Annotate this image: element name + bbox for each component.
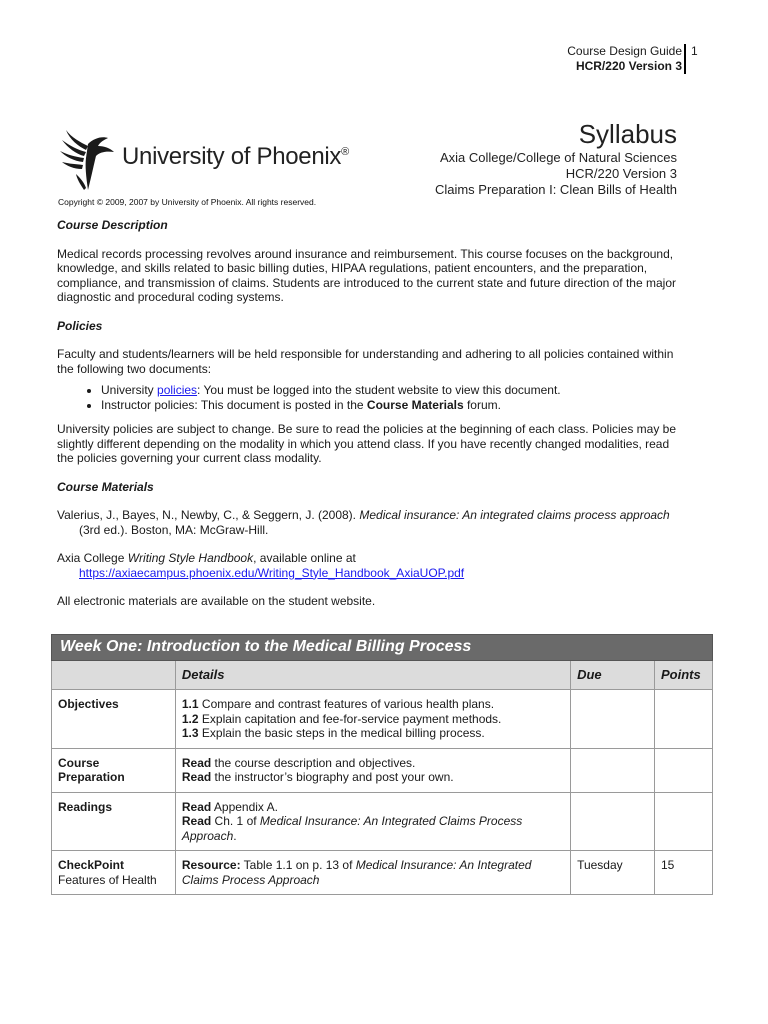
syllabus-body bbox=[57, 218, 687, 623]
week-title: Week One: Introduction to the Medical Billing Process bbox=[52, 635, 713, 661]
policies-link[interactable]: policies bbox=[157, 383, 198, 397]
list-item: • Instructor policies: This document is posted in the Course Materials forum. bbox=[101, 398, 687, 413]
course-name: Claims Preparation I: Clean Bills of Health bbox=[434, 182, 677, 197]
readings-label: Readings bbox=[52, 792, 176, 851]
phoenix-bird-icon bbox=[58, 124, 118, 194]
course-description-text: Medical records processing revolves around insurance and reimbursement. This course focuses on the background, knowledge, and skills related to basic billing duties, HIPAA regulations, patient encounters, and the preparation, compliance, and transmission of claims. Students are introduced to the current state and future direction of the major diagnostic and procedural coding systems. bbox=[57, 246, 676, 304]
page-number: 1 bbox=[691, 44, 698, 58]
details-column-header: Details bbox=[175, 660, 570, 690]
course-preparation-label: Course Preparation bbox=[52, 748, 176, 792]
course-preparation-due bbox=[571, 748, 655, 792]
course-preparation-points bbox=[654, 748, 712, 792]
checkpoint-label: CheckPoint Features of Health bbox=[52, 851, 176, 895]
header-divider bbox=[684, 44, 686, 74]
course-description-heading: Course Description bbox=[57, 218, 168, 232]
title-block bbox=[435, 118, 677, 198]
handbook-link[interactable]: https://axiaecampus.phoenix.edu/Writing_Style_Handbook_AxiaUOP.pdf bbox=[79, 565, 465, 580]
course-version-label: HCR/220 Version 3 bbox=[575, 59, 682, 73]
college-name: Axia College/College of Natural Sciences bbox=[439, 150, 677, 165]
course-version: HCR/220 Version 3 bbox=[565, 166, 677, 181]
textbook-reference: Valerius, J., Bayes, N., Newby, C., & Seggern, J. (2008). Medical insurance: An integrated claims process approach (3rd ed.). Boston, MA: McGraw-Hill. bbox=[57, 508, 670, 537]
table-row bbox=[52, 690, 713, 749]
university-name: University of Phoenix® bbox=[122, 143, 349, 170]
policies-note: University policies are subject to change. Be sure to read the policies at the beginning of each class. Policies may be slightly different depending on the modality in which you attend class. If you have recently changed modalities, read the policies governing your current class modality. bbox=[57, 422, 677, 465]
due-column-header: Due bbox=[571, 660, 655, 690]
empty-header-cell bbox=[52, 660, 176, 690]
objectives-due bbox=[571, 690, 655, 749]
copyright-notice: Copyright © 2009, 2007 by University of Phoenix. All rights reserved. bbox=[58, 197, 317, 207]
list-item: • University policies: You must be logged into the student website to view this document. bbox=[101, 383, 687, 398]
readings-details: Read Appendix A. Read Ch. 1 of Medical Insurance: An Integrated Claims Process Approach. bbox=[175, 792, 570, 851]
running-header bbox=[567, 44, 682, 74]
table-row bbox=[52, 851, 713, 895]
table-row bbox=[52, 748, 713, 792]
points-column-header: Points bbox=[654, 660, 712, 690]
university-logo bbox=[58, 124, 368, 194]
table-header-row bbox=[52, 660, 713, 690]
guide-label: Course Design Guide bbox=[567, 44, 682, 58]
checkpoint-details: Resource: Table 1.1 on p. 13 of Medical Insurance: An Integrated Claims Process Approach bbox=[175, 851, 570, 895]
course-materials-heading: Course Materials bbox=[57, 479, 154, 494]
checkpoint-points: 15 bbox=[654, 851, 712, 895]
checkpoint-due: Tuesday bbox=[571, 851, 655, 895]
electronic-materials-note: All electronic materials are available on the student website. bbox=[57, 594, 376, 608]
policies-intro: Faculty and students/learners will be held responsible for understanding and adhering to all policies contained within the following two documents: bbox=[57, 347, 674, 376]
table-row bbox=[52, 792, 713, 851]
objectives-details: 1.1 Compare and contrast features of various health plans. 1.2 Explain capitation and fee-for-service payment methods. 1.3 Explain the basic steps in the medical billing process. bbox=[175, 690, 570, 749]
policies-heading: Policies bbox=[57, 318, 103, 333]
readings-due bbox=[571, 792, 655, 851]
objectives-points bbox=[654, 690, 712, 749]
readings-points bbox=[654, 792, 712, 851]
course-preparation-details: Read the course description and objectives. Read the instructor’s biography and post your own. bbox=[175, 748, 570, 792]
page-title: Syllabus bbox=[578, 119, 677, 149]
policies-list bbox=[57, 383, 687, 412]
handbook-reference: Axia College Writing Style Handbook, available online at https://axiaecampus.phoenix.edu/Writing_Style_Handbook_AxiaUOP.pdf bbox=[57, 551, 465, 580]
objectives-label: Objectives bbox=[52, 690, 176, 749]
week-one-table bbox=[51, 634, 713, 895]
